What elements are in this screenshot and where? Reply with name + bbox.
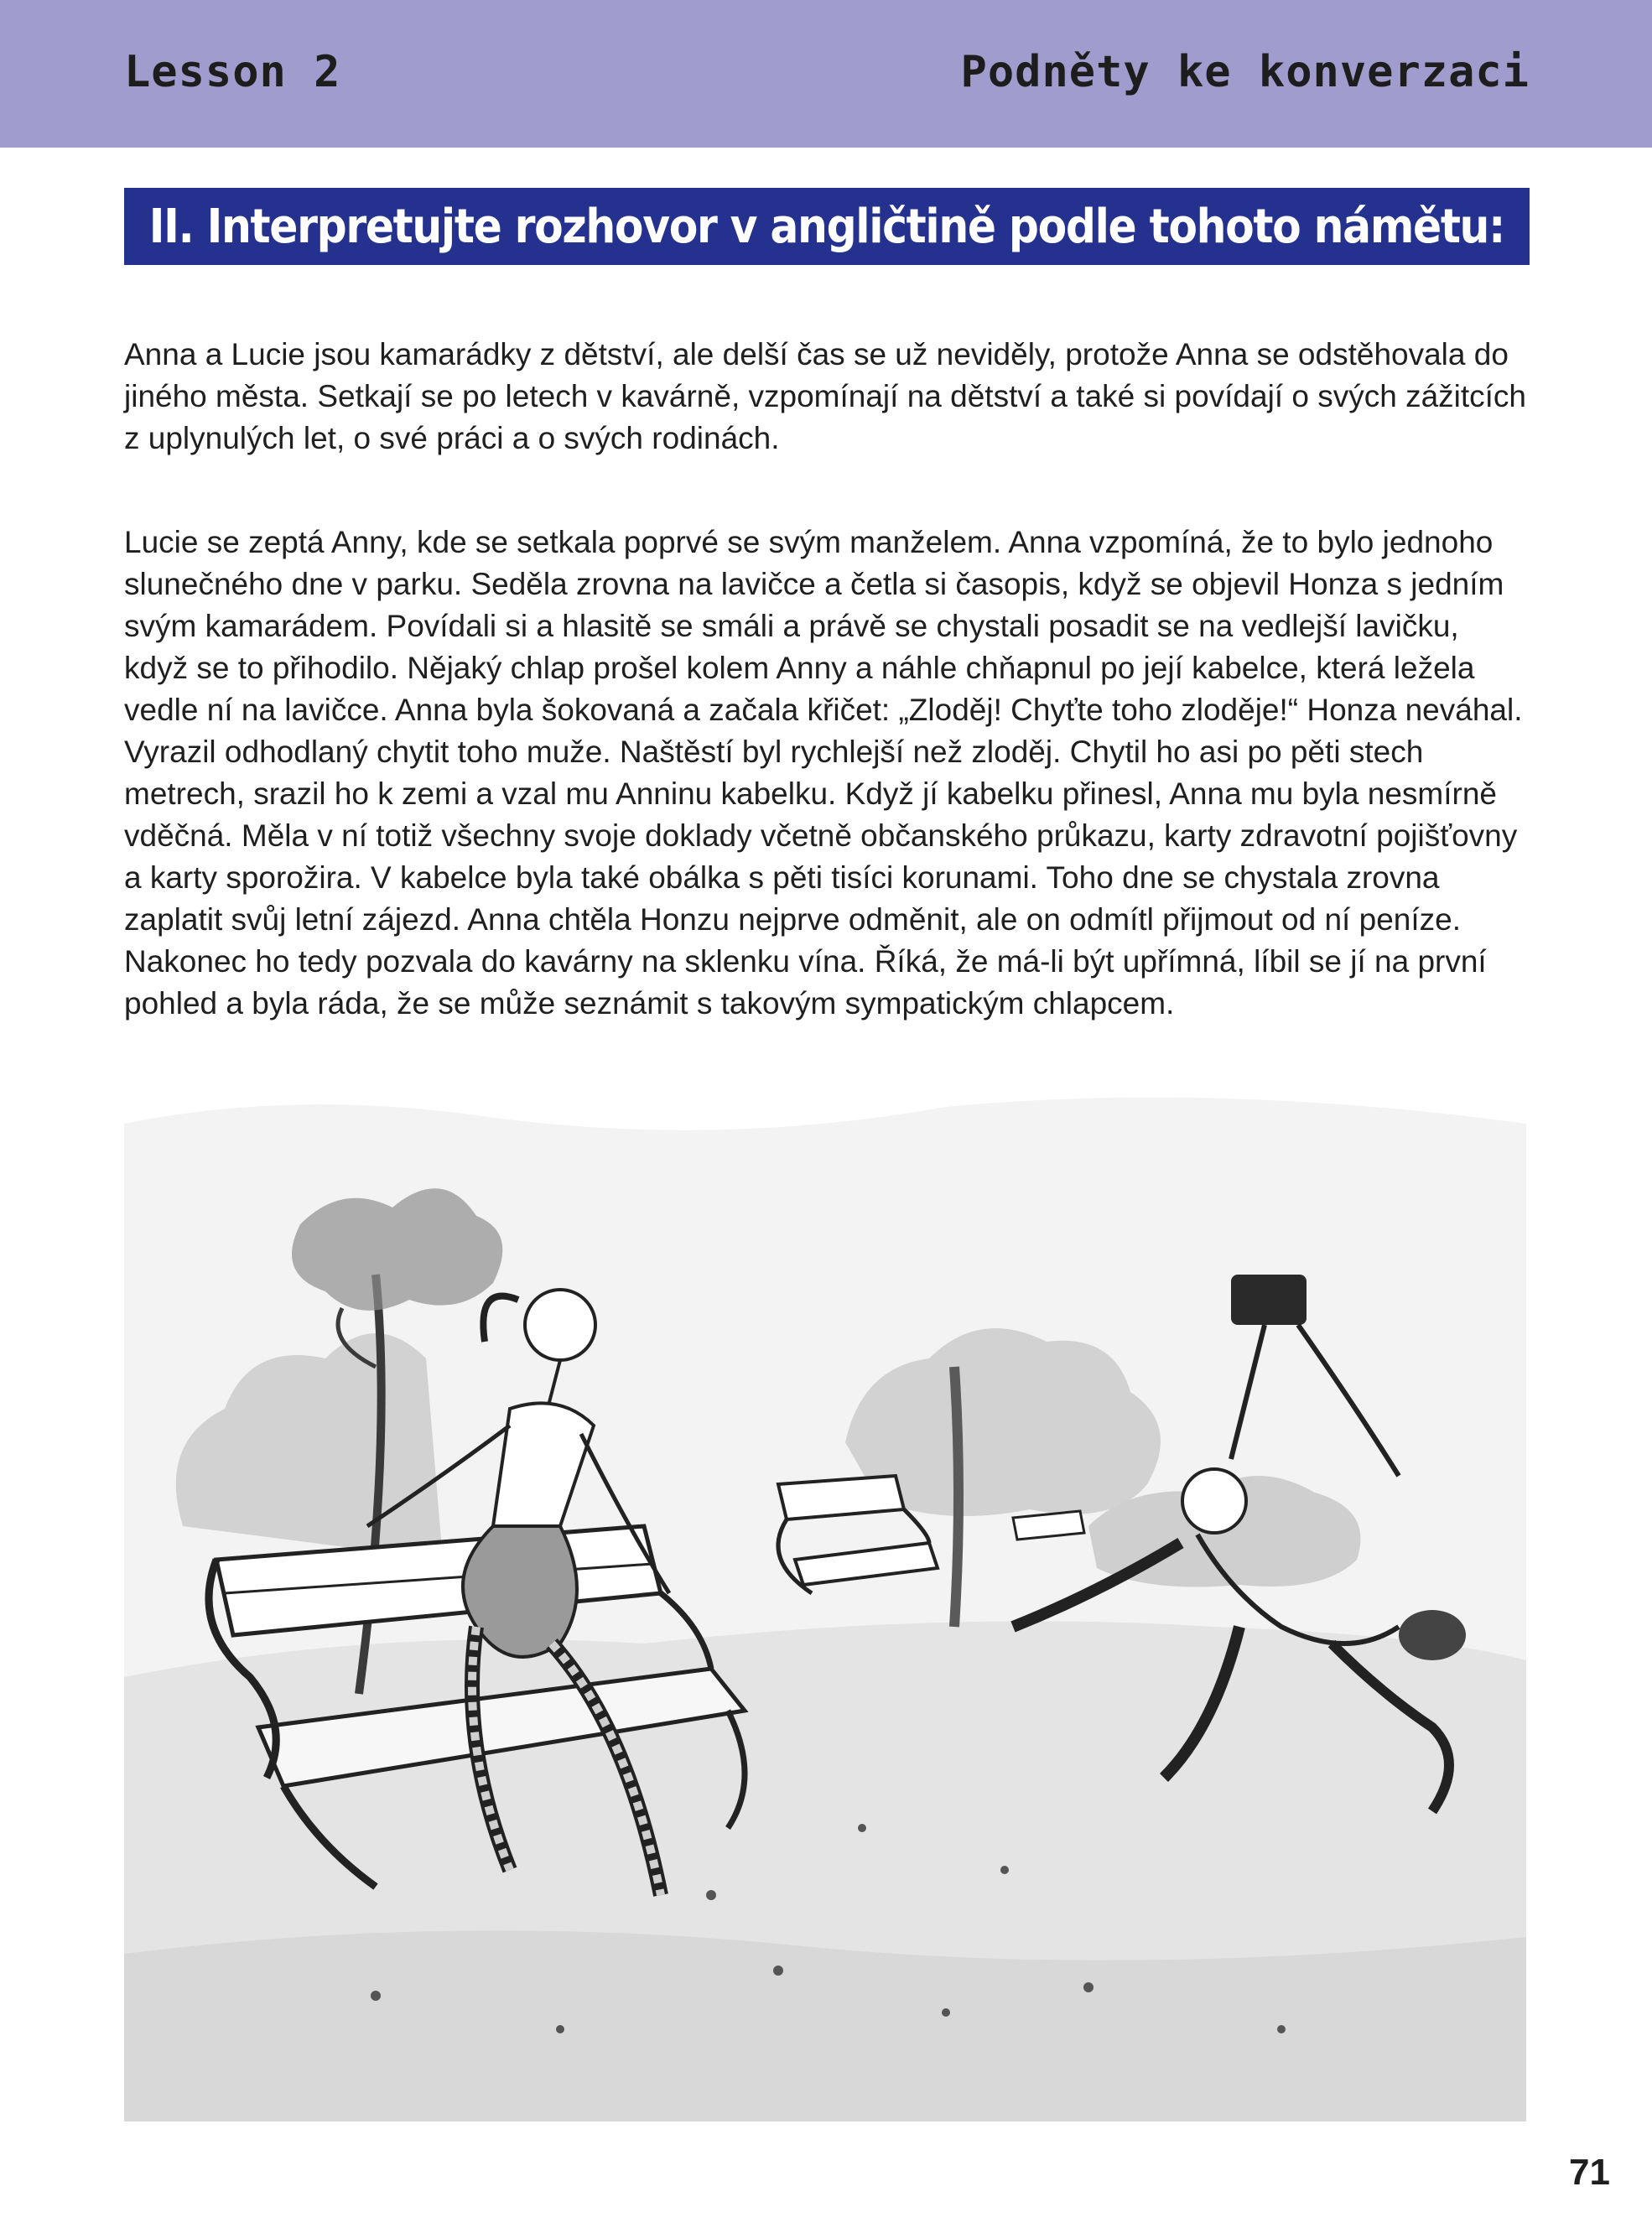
topic-label: Podněty ke konverzaci (960, 47, 1530, 97)
page-number: 71 (1569, 2152, 1610, 2193)
story-paragraph: Lucie se zeptá Anny, kde se setkala poprvé se svým manželem. Anna vzpomíná, že to bylo jednoho slunečného dne v parku. Seděla zrovna na lavičce a četla si časopis, když se objevil Honza s jedním svým kamarádem. Povídali si a hlasitě se smáli a právě se chystali posadit se na vedlejší lavičku, když se to přihodilo. Nějaký chlap prošel kolem Anny a náhle chňapnul po její kabelce, která ležela vedle ní na lavičce. Anna byla šokovaná a začala křičet: „Zloděj! Chyťte toho zloděje!“ Honza neváhal. Vyrazil odhodlaný chytit toho muže. Naštěstí byl rychlejší než zloděj. Chytil ho asi po pěti stech metrech, srazil ho k zemi a vzal mu Anninu kabelku. Když jí kabelku přinesl, Anna mu byla nesmírně vděčná. Měla v ní totiž všechny svoje doklady včetně občanského průkazu, karty zdravotní pojišťovny a karty sporožira. V kabelce byla také obálka s pěti tisíci korunami. Toho dne se chystala zrovna zaplatit svůj letní zájezd. Anna chtěla Honzu nejprve odměnit, ale on odmítl přijmout od ní peníze. Nakonec ho tedy pozvala do kavárny na sklenku vína. Říká, že má-li být upřímná, líbil se jí na první pohled a byla ráda, že se může seznámit s takovým sympatickým chlapcem. (124, 525, 1523, 1021)
header-band (0, 0, 1652, 148)
lesson-label: Lesson 2 (124, 47, 341, 97)
intro-paragraph: Anna a Lucie jsou kamarádky z dětství, ale delší čas se už neviděly, protože Anna se odstěhovala do jiného města. Setkají se po letech v kavárně, vzpomínají na dětství a také si povídají o svých zážitcích z uplynulých let, o své práci a o svých rodinách. (124, 337, 1527, 455)
park-scene-illustration (124, 1090, 1526, 2122)
section-title: II. Interpretujte rozhovor v angličtině podle tohoto námětu: (148, 199, 1505, 254)
section-title-bar (124, 188, 1530, 265)
